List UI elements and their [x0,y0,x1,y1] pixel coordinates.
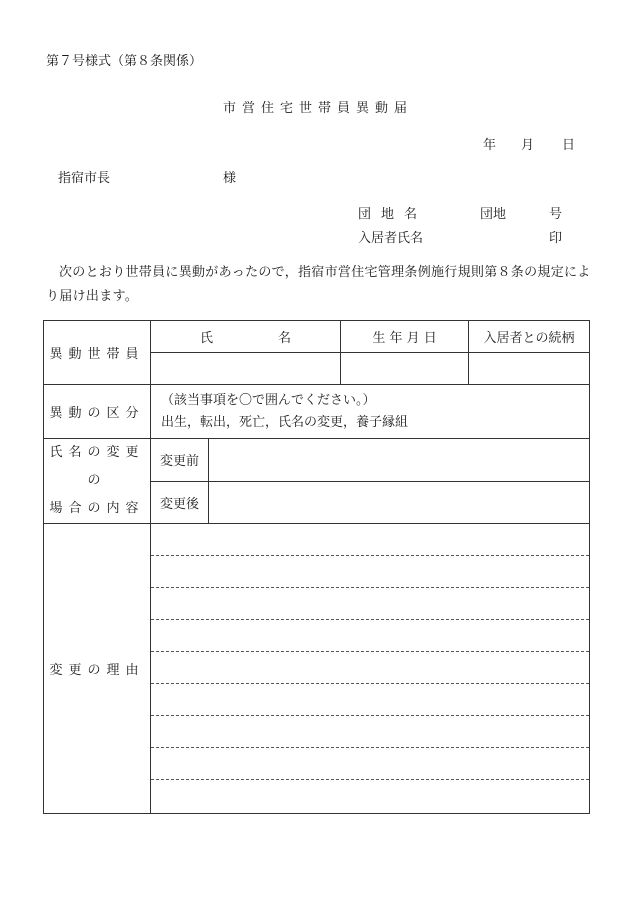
reason-label: 変更の理由 [44,524,151,814]
tenant-name-label: 入居者氏名 [358,231,424,246]
addressee: 指宿市長 [58,171,111,186]
reason-input[interactable] [151,524,590,814]
intro-paragraph: 次のとおり世帯員に異動があったので，指宿市営住宅管理条例施行規則第８条の規定により届け出ます。 [46,265,591,304]
unit-number-label: 号 [549,207,563,222]
name-column-header: 氏 名 [151,321,341,353]
honorific: 様 [223,171,237,186]
notification-table [43,320,590,814]
reason-line [151,715,589,716]
change-type-options[interactable]: 出生，転出，死亡，氏名の変更，養子縁組 [161,414,409,430]
member-relation-input[interactable] [469,353,590,385]
after-change-input[interactable] [209,481,590,524]
name-change-label [44,439,151,524]
date-year-label: 年 [483,138,497,153]
member-name-input[interactable] [151,353,341,385]
date-month-label: 月 [521,138,535,153]
reason-line [151,747,589,748]
after-change-label: 変更後 [151,481,209,524]
danchi-field[interactable]: 団地 [480,207,507,222]
relation-column-header: 入居者との続柄 [469,321,590,353]
reason-line [151,683,589,684]
change-type-label: 異動の区分 [44,385,151,439]
form-title: 市営住宅世帯員異動届 [222,101,413,116]
reason-line [151,779,589,780]
seal-label: 印 [549,231,563,246]
change-type-cell[interactable] [151,385,590,439]
form-number: 第７号様式（第８条関係） [46,54,203,69]
name-change-label-line2: 場合の内容 [49,501,145,516]
member-birthdate-input[interactable] [341,353,469,385]
change-type-note: （該当事項を〇で囲んでください。） [161,392,376,408]
member-row-label: 異動世帯員 [44,321,151,385]
reason-line [151,651,589,652]
before-change-input[interactable] [209,439,590,482]
birthdate-column-header: 生 年 月 日 [341,321,469,353]
reason-line [151,619,589,620]
danchi-name-label: 団地名 [358,207,428,222]
name-change-label-line1: 氏名の変更の [49,445,145,488]
date-day-label: 日 [562,138,576,153]
reason-line [151,587,589,588]
reason-line [151,555,589,556]
before-change-label: 変更前 [151,439,209,482]
